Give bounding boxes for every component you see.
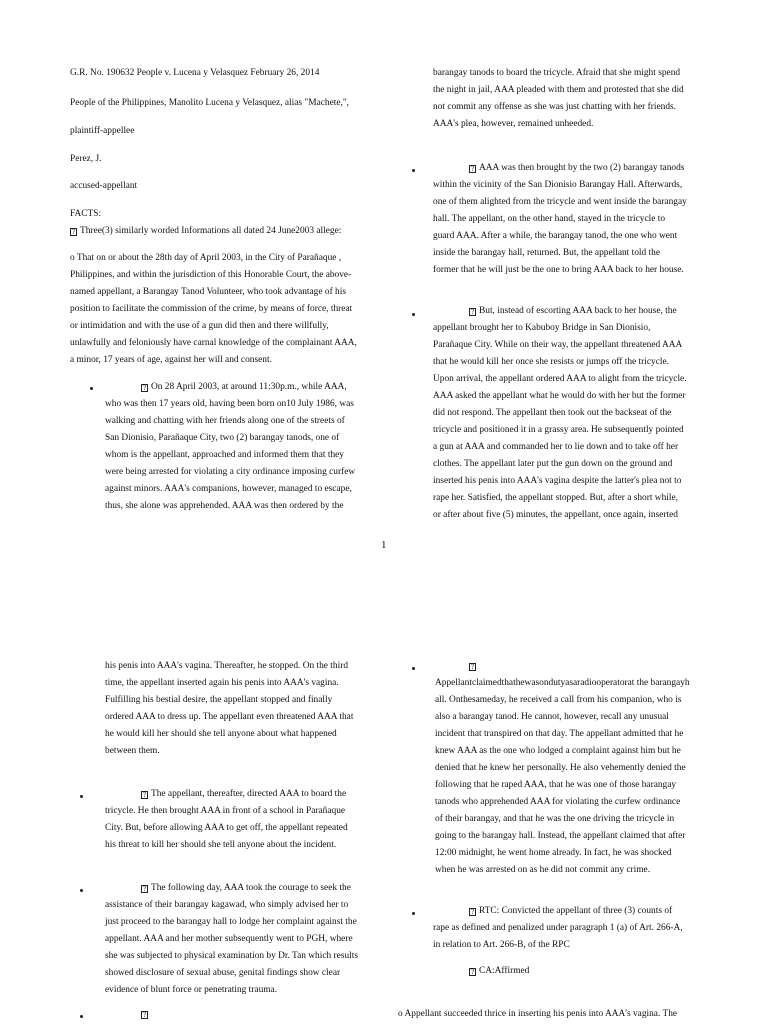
accused-label: accused-appellant (70, 181, 138, 191)
bullet-paragraph-school: ? The appellant, thereafter, directed AAA to board the tricycle. He then brought AAA in front of a school in Parañaque City. But, before allowing AAA to get off, the appellant repeated his threat to kill her should she tell anyone about the incident. (105, 789, 348, 850)
continued-paragraph: barangay tanods to board the tricycle. Afraid that she might spend the night in jail, AAA pleaded with them and protested that she did not commit any offense as she was just chatting with her friends. AAA's plea, however, remained unheeded. (433, 68, 684, 129)
bullet-dot (412, 667, 415, 670)
continued-paragraph: his penis into AAA's vagina. Thereafter, he stopped. On the third time, the appellant inserted again his penis into AAA's vagina. Fulfilling his bestial desire, the appellant stopped and finally ordered AAA to dress up. The appellant even threatened AAA that he would kill her should she tell anyone about what happened between them. (105, 661, 354, 756)
last-line: o Appellant succeeded thrice in inserting his penis into AAA's vagina. The (398, 1009, 678, 1019)
missing-glyph-icon: ? (470, 308, 475, 316)
bullet-dot (80, 795, 83, 798)
bullet-dot (412, 313, 415, 316)
bullet-dot (412, 912, 415, 915)
bullet-paragraph-defense: ? Appellantclaimedthathewasondutyasaradiooperatorat the barangayh all. Onthesameday, he received a call from his companion, who is also a barangay tanod. He cannot, however, recall any unusual incident that transpired on that day. The appellant admitted that he knew AAA as the one who lodged a complaint against him but he denied that he knew her personally. He also vehemently denied the following that he raped AAA, that he was one of those barangay tanods who apprehended AAA for violating the curfew ordinance of their barangay, and that he was the one driving the tricycle in going to the barangay hall. Instead, the appellant claimed that after 12:00 midnight, he went home already. In fact, he was shocked when he was arrested on as he did not commit any crime. (435, 663, 690, 875)
facts-heading: FACTS: (70, 209, 102, 219)
informations-line: ? Three(3) similarly worded Informations all dated 24 June2003 allege: (71, 226, 342, 236)
missing-glyph-icon: ? (71, 228, 76, 236)
bullet-paragraph-barangay-hall: ? AAA was then brought by the two (2) barangay tanods within the vicinity of the San Dionisio Barangay Hall. Afterwards, one of them alighted from the tricycle and went inside the barangay hall. The appellant, on the other hand, stayed in the tricycle to guard AAA. After a while, the barangay tanod, the one who went inside the barangay hall, returned. But, the appellant told the former that he will just be the one to bring AAA back to her house. (433, 163, 687, 275)
trailing-bullet-box (141, 1006, 151, 1023)
bullet-paragraph-rtc: ? RTC: Convicted the appellant of three (3) counts of rape as defined and penalized under paragraph 1 (a) of Art. 266-A, in relation to Art. 266-B, of the RPC (433, 906, 683, 950)
bullet-dot (90, 387, 93, 390)
missing-glyph-icon: ? (470, 663, 475, 671)
missing-glyph-icon: ? (142, 885, 147, 893)
missing-glyph-icon: ? (142, 384, 147, 392)
missing-glyph-icon: ? (470, 908, 475, 916)
case-header: G.R. No. 190632 People v. Lucena y Velasquez February 26, 2014 (70, 68, 320, 78)
plaintiff-label: plaintiff-appellee (70, 126, 135, 136)
missing-glyph-icon: ? (470, 968, 475, 976)
bullet-paragraph-arrest: ? On 28 April 2003, at around 11:30p.m., while AAA, who was then 17 years old, having been born on10 July 1986, was walking and chatting with her friends along one of the streets of San Dionisio, Parañaque City, two (2) barangay tanods, one of whom is the appellant, approached and informed them that they were being arrested for violating a city ordinance imposing curfew against minors. AAA's companions, however, managed to escape, thus, she alone was apprehended. AAA was then ordered by the (105, 382, 356, 511)
allegation-paragraph: o That on or about the 28th day of April 2003, in the City of Parañaque , Philippines, and within the jurisdiction of this Honorable Court, the above- named appellant, a Barangay Tanod Volunteer, who took advantage of his position to facilitate the commission of the crime, by means of force, threat or intimidation and with the use of a gun did then and there willfully, unlawfully and feloniously have carnal knowledge of the complainant AAA, a minor, 17 years of age, against her will and consent. (70, 253, 357, 365)
bullet-dot (80, 1015, 83, 1018)
bullet-paragraph-bridge: ? But, instead of escorting AAA back to her house, the appellant brought her to Kabuboy Bridge in San Dionisio, Parañaque City. While on their way, the appellant threatened AAA that he would kill her once she resists or jumps off the tricycle. Upon arrival, the appellant ordered AAA to alight from the tricycle. AAA asked the appellant what he would do with her but the former did not respond. The appellant then took out the backseat of the tricycle and positioned it in a grassy area. He subsequently pointed a gun at AAA and commanded her to lie down and to take off her clothes. The appellant later put the gun down on the ground and inserted his penis into AAA's vagina despite the latter's plea not to rape her. Satisfied, the appellant stopped. But, after a short while, or after about five (5) minutes, the appellant, once again, inserted (433, 306, 687, 520)
bullet-dot (80, 889, 83, 892)
bullet-paragraph-kagawad: ? The following day, AAA took the courage to seek the assistance of their barangay kagawad, who simply advised her to just proceed to the barangay hall to lodge her complaint against the appellant. AAA and her mother subsequently went to PGH, where she was subjected to physical examination by Dr. Tan which results showed disclosure of sexual abuse, genital findings show clear evidence of blunt force or penetrating trauma. (105, 883, 359, 995)
ponente: Perez, J. (70, 154, 102, 164)
missing-glyph-icon: ? (142, 1011, 147, 1019)
ca-ruling: ? CA:Affirmed (470, 966, 530, 976)
missing-glyph-icon: ? (470, 165, 475, 173)
bullet-dot (412, 169, 415, 172)
missing-glyph-icon: ? (142, 791, 147, 799)
case-parties: People of the Philippines, Manolito Lucena y Velasquez, alias "Machete,", (70, 98, 350, 108)
page-number: 1 (381, 539, 387, 551)
